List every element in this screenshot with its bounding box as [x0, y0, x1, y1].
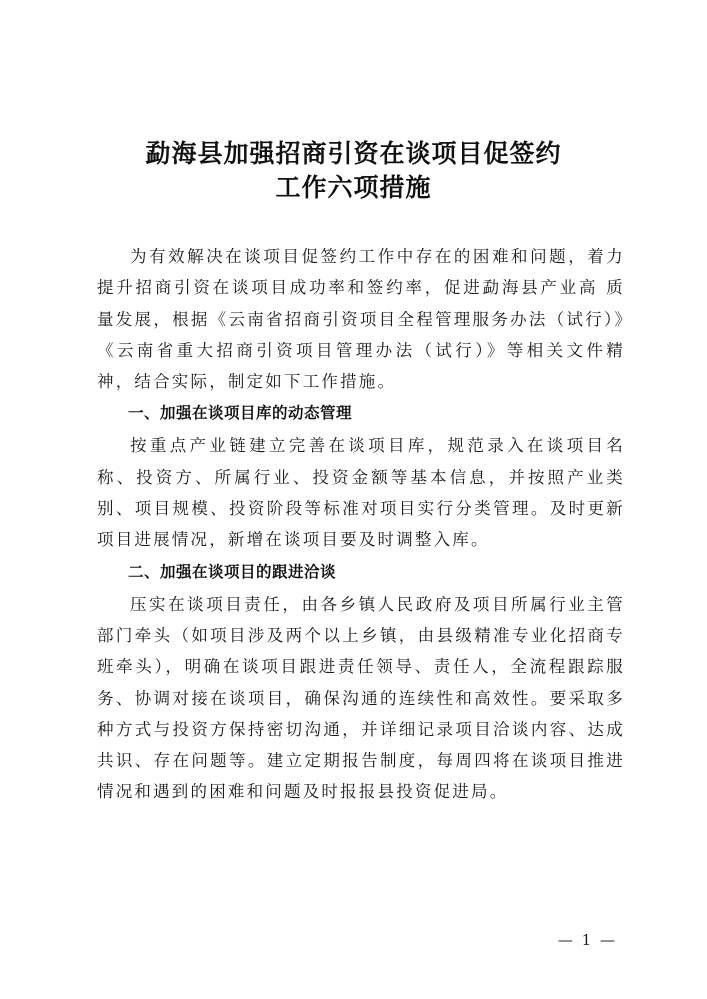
section-heading-1: 一、加强在谈项目库的动态管理 [128, 404, 353, 423]
section-body-1: 按重点产业链建立完善在谈项目库，规范录入在谈项目名称、投资方、所属行业、投资金额等基本信息，并按照产业类别、项目规模、投资阶段等标准对项目实行分类管理。及时更新项目进展情况，新增在谈项目要及时调整入库。 [97, 436, 625, 550]
section-heading-2: 二、加强在谈项目的跟进洽谈 [128, 562, 337, 581]
document-title-line-1: 勐海县加强招商引资在谈项目促签约 [145, 139, 562, 168]
page-number: — 1 — [557, 931, 617, 949]
document-title-line-2: 工作六项措施 [275, 173, 432, 202]
document-body [97, 241, 625, 808]
intro-paragraph: 为有效解决在谈项目促签约工作中存在的困难和问题，着力提升招商引资在谈项目成功率和签约率，促进勐海县产业高 质量发展，根据《云南省招商引资项目全程管理服务办法（试行）》《云南省重大招商引资项目管理办法（试行）》等相关文件精神，结合实际，制定如下工作措施。 [97, 247, 625, 392]
section-body-2: 压实在谈项目责任，由各乡镇人民政府及项目所属行业主管部门牵头（如项目涉及两个以上乡镇，由县级精准专业化招商专班牵头），明确在谈项目跟进责任领导、责任人，全流程跟踪服务、协调对接在谈项目，确保沟通的连续性和高效性。要采取多种方式与投资方保持密切沟通，并详细记录项目洽谈内容、达成共识、存在问题等。建立定期报告制度，每周四将在谈项目推进情况和遇到的困难和问题及时报报县投资促进局。 [97, 594, 625, 802]
